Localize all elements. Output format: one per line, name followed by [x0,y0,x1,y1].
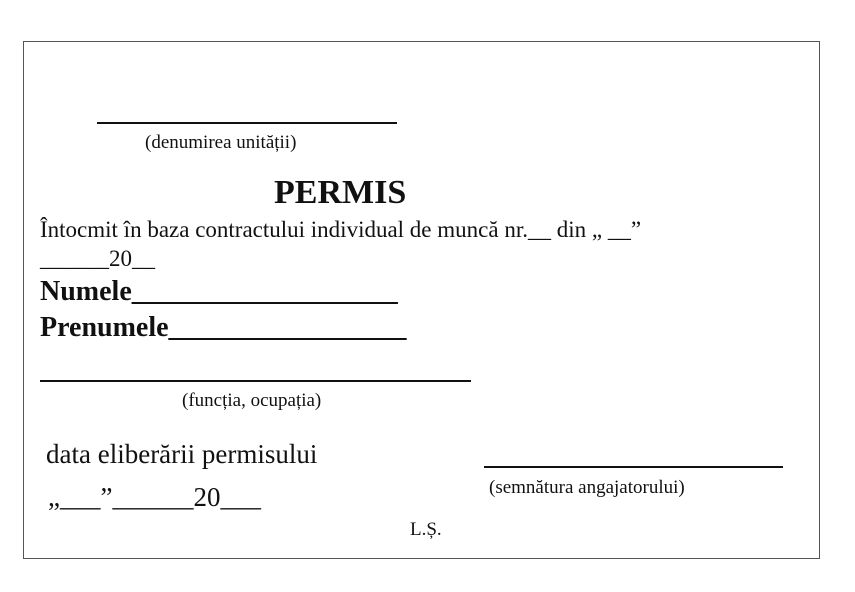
stamp-label: L.Ș. [410,519,442,540]
issue-date-value: „___”______20___ [48,482,261,512]
function-caption: (funcția, ocupația) [182,390,322,411]
function-line [40,380,471,382]
unit-name-line [97,122,397,124]
signature-caption: (semnătura angajatorului) [489,477,685,498]
signature-line [484,466,783,468]
issue-date-label: data eliberării permisului [46,439,318,469]
contract-line: Întocmit în baza contractului individual de muncă nr.__ din „ __” [40,217,642,242]
firstname-field: Prenumele_________________ [40,312,407,343]
permit-title: PERMIS [274,174,407,211]
surname-field: Numele___________________ [40,276,398,307]
contract-year: ______20__ [40,246,155,271]
unit-name-caption: (denumirea unității) [145,132,297,153]
